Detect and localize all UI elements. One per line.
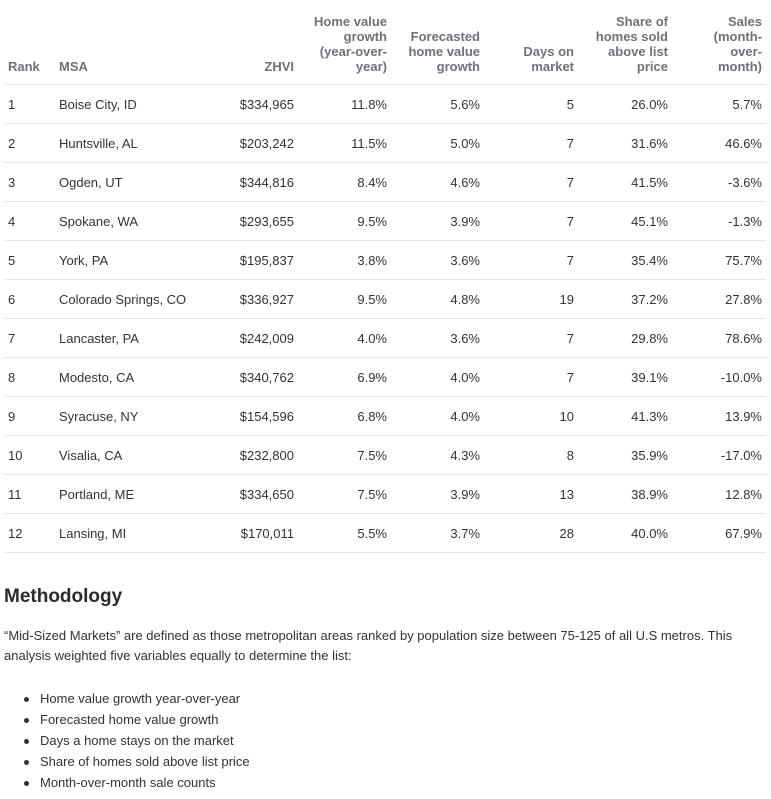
header-share-above-list: Share of homes sold above list price — [578, 12, 672, 85]
methodology-list — [4, 688, 250, 793]
cell-days-on-market: 7 — [484, 202, 578, 241]
cell-zhvi: $195,837 — [220, 241, 298, 280]
cell-zhvi: $154,596 — [220, 397, 298, 436]
table-row — [4, 202, 766, 241]
header-sales-mom: Sales (month- over- month) — [672, 12, 766, 85]
cell-rank: 11 — [4, 475, 55, 514]
cell-days-on-market: 19 — [484, 280, 578, 319]
bullet-icon — [24, 739, 29, 744]
cell-forecasted-growth: 3.6% — [391, 241, 484, 280]
cell-sales-mom: 75.7% — [672, 241, 766, 280]
cell-forecasted-growth: 3.7% — [391, 514, 484, 553]
cell-home-value-growth: 9.5% — [298, 202, 391, 241]
cell-home-value-growth: 5.5% — [298, 514, 391, 553]
header-msa: MSA — [55, 12, 220, 85]
cell-days-on-market: 28 — [484, 514, 578, 553]
cell-share-above-list: 29.8% — [578, 319, 672, 358]
cell-share-above-list: 31.6% — [578, 124, 672, 163]
cell-rank: 1 — [4, 85, 55, 124]
cell-zhvi: $170,011 — [220, 514, 298, 553]
table-row — [4, 436, 766, 475]
bullet-icon — [24, 697, 29, 702]
table-body — [4, 85, 766, 553]
cell-msa: Spokane, WA — [55, 202, 220, 241]
table-row — [4, 85, 766, 124]
methodology-list-item — [4, 688, 250, 709]
bullet-icon — [24, 781, 29, 786]
cell-rank: 6 — [4, 280, 55, 319]
methodology-list-item — [4, 751, 250, 772]
cell-sales-mom: 67.9% — [672, 514, 766, 553]
table-row — [4, 397, 766, 436]
markets-table — [4, 12, 766, 553]
cell-zhvi: $340,762 — [220, 358, 298, 397]
table-row — [4, 163, 766, 202]
cell-forecasted-growth: 4.0% — [391, 397, 484, 436]
cell-home-value-growth: 3.8% — [298, 241, 391, 280]
cell-msa: Modesto, CA — [55, 358, 220, 397]
methodology-heading: Methodology — [4, 586, 123, 607]
bullet-icon — [24, 760, 29, 765]
methodology-item-text: Share of homes sold above list price — [40, 754, 250, 769]
cell-msa: Huntsville, AL — [55, 124, 220, 163]
cell-msa: York, PA — [55, 241, 220, 280]
cell-forecasted-growth: 3.6% — [391, 319, 484, 358]
cell-msa: Visalia, CA — [55, 436, 220, 475]
cell-share-above-list: 37.2% — [578, 280, 672, 319]
cell-share-above-list: 45.1% — [578, 202, 672, 241]
table-row — [4, 241, 766, 280]
methodology-item-text: Month-over-month sale counts — [40, 775, 216, 790]
cell-msa: Boise City, ID — [55, 85, 220, 124]
cell-home-value-growth: 4.0% — [298, 319, 391, 358]
cell-sales-mom: -3.6% — [672, 163, 766, 202]
cell-zhvi: $293,655 — [220, 202, 298, 241]
cell-rank: 2 — [4, 124, 55, 163]
cell-zhvi: $242,009 — [220, 319, 298, 358]
cell-home-value-growth: 11.5% — [298, 124, 391, 163]
cell-rank: 9 — [4, 397, 55, 436]
cell-zhvi: $203,242 — [220, 124, 298, 163]
methodology-item-text: Forecasted home value growth — [40, 712, 219, 727]
header-home-value-growth: Home value growth (year-over- year) — [298, 12, 391, 85]
cell-zhvi: $336,927 — [220, 280, 298, 319]
cell-home-value-growth: 11.8% — [298, 85, 391, 124]
table-row — [4, 124, 766, 163]
header-zhvi: ZHVI — [220, 12, 298, 85]
cell-msa: Colorado Springs, CO — [55, 280, 220, 319]
cell-forecasted-growth: 5.6% — [391, 85, 484, 124]
bullet-icon — [24, 718, 29, 723]
cell-forecasted-growth: 4.8% — [391, 280, 484, 319]
table-row — [4, 514, 766, 553]
cell-zhvi: $334,965 — [220, 85, 298, 124]
cell-home-value-growth: 7.5% — [298, 475, 391, 514]
methodology-list-item — [4, 730, 250, 751]
cell-sales-mom: -10.0% — [672, 358, 766, 397]
cell-msa: Lansing, MI — [55, 514, 220, 553]
table-row — [4, 280, 766, 319]
cell-rank: 10 — [4, 436, 55, 475]
cell-forecasted-growth: 4.3% — [391, 436, 484, 475]
cell-days-on-market: 7 — [484, 163, 578, 202]
cell-zhvi: $344,816 — [220, 163, 298, 202]
cell-sales-mom: 27.8% — [672, 280, 766, 319]
cell-sales-mom: 46.6% — [672, 124, 766, 163]
methodology-list-item — [4, 772, 250, 793]
cell-rank: 3 — [4, 163, 55, 202]
cell-rank: 4 — [4, 202, 55, 241]
methodology-item-text: Days a home stays on the market — [40, 733, 234, 748]
cell-days-on-market: 7 — [484, 358, 578, 397]
cell-days-on-market: 7 — [484, 319, 578, 358]
cell-share-above-list: 26.0% — [578, 85, 672, 124]
cell-share-above-list: 39.1% — [578, 358, 672, 397]
methodology-text: “Mid-Sized Markets” are defined as those metropolitan areas ranked by population size between 75-125 of all U.S metros. This analysis weighted five variables equally to determine the list: — [4, 628, 733, 663]
cell-sales-mom: 78.6% — [672, 319, 766, 358]
methodology-list-item — [4, 709, 250, 730]
cell-home-value-growth: 9.5% — [298, 280, 391, 319]
cell-days-on-market: 5 — [484, 85, 578, 124]
cell-days-on-market: 8 — [484, 436, 578, 475]
cell-zhvi: $232,800 — [220, 436, 298, 475]
cell-share-above-list: 41.3% — [578, 397, 672, 436]
cell-share-above-list: 35.4% — [578, 241, 672, 280]
cell-zhvi: $334,650 — [220, 475, 298, 514]
table-row — [4, 319, 766, 358]
cell-rank: 8 — [4, 358, 55, 397]
cell-forecasted-growth: 3.9% — [391, 475, 484, 514]
methodology-item-text: Home value growth year-over-year — [40, 691, 241, 706]
cell-rank: 5 — [4, 241, 55, 280]
cell-sales-mom: 5.7% — [672, 85, 766, 124]
cell-share-above-list: 41.5% — [578, 163, 672, 202]
cell-sales-mom: 12.8% — [672, 475, 766, 514]
cell-share-above-list: 40.0% — [578, 514, 672, 553]
cell-home-value-growth: 6.9% — [298, 358, 391, 397]
cell-share-above-list: 38.9% — [578, 475, 672, 514]
cell-home-value-growth: 8.4% — [298, 163, 391, 202]
cell-home-value-growth: 7.5% — [298, 436, 391, 475]
cell-days-on-market: 13 — [484, 475, 578, 514]
cell-msa: Ogden, UT — [55, 163, 220, 202]
cell-rank: 7 — [4, 319, 55, 358]
cell-days-on-market: 10 — [484, 397, 578, 436]
cell-sales-mom: -17.0% — [672, 436, 766, 475]
table-header-row — [4, 12, 766, 85]
table-row — [4, 358, 766, 397]
cell-rank: 12 — [4, 514, 55, 553]
table-row — [4, 475, 766, 514]
cell-sales-mom: 13.9% — [672, 397, 766, 436]
cell-forecasted-growth: 4.6% — [391, 163, 484, 202]
header-days-on-market: Days on market — [484, 12, 578, 85]
cell-home-value-growth: 6.8% — [298, 397, 391, 436]
cell-share-above-list: 35.9% — [578, 436, 672, 475]
cell-forecasted-growth: 5.0% — [391, 124, 484, 163]
header-rank: Rank — [4, 12, 55, 85]
cell-sales-mom: -1.3% — [672, 202, 766, 241]
cell-days-on-market: 7 — [484, 241, 578, 280]
cell-msa: Lancaster, PA — [55, 319, 220, 358]
cell-forecasted-growth: 4.0% — [391, 358, 484, 397]
cell-days-on-market: 7 — [484, 124, 578, 163]
cell-msa: Portland, ME — [55, 475, 220, 514]
header-forecasted-growth: Forecasted home value growth — [391, 12, 484, 85]
cell-forecasted-growth: 3.9% — [391, 202, 484, 241]
cell-msa: Syracuse, NY — [55, 397, 220, 436]
